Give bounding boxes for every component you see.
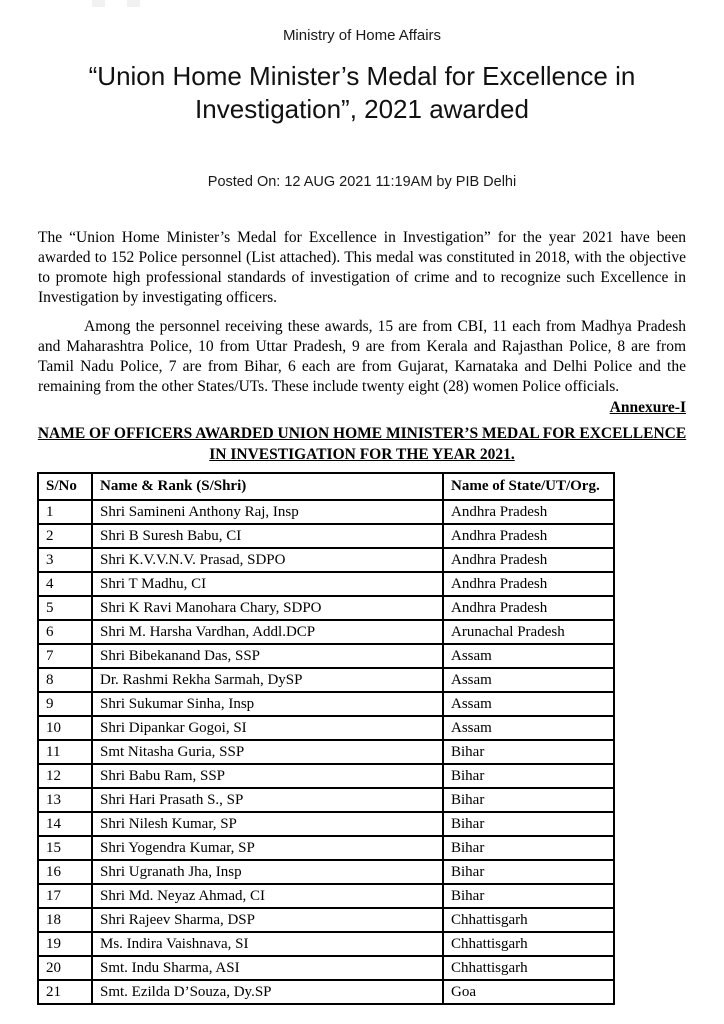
cell-name-rank: Shri Md. Neyaz Ahmad, CI bbox=[92, 884, 443, 908]
posted-on-line: Posted On: 12 AUG 2021 11:19AM by PIB Delhi bbox=[207, 174, 517, 190]
cell-sno: 10 bbox=[38, 716, 92, 740]
cell-name-rank: Shri Nilesh Kumar, SP bbox=[92, 812, 443, 836]
cell-sno: 18 bbox=[38, 908, 92, 932]
cell-state: Arunachal Pradesh bbox=[443, 620, 614, 644]
officers-table bbox=[37, 472, 615, 1005]
cell-sno: 6 bbox=[38, 620, 92, 644]
cell-name-rank: Smt. Ezilda D’Souza, Dy.SP bbox=[92, 980, 443, 1004]
cell-name-rank: Shri M. Harsha Vardhan, Addl.DCP bbox=[92, 620, 443, 644]
table-row bbox=[38, 500, 614, 524]
cell-state: Andhra Pradesh bbox=[443, 524, 614, 548]
table-row bbox=[38, 596, 614, 620]
ministry-label: Ministry of Home Affairs bbox=[282, 27, 442, 44]
cell-name-rank: Shri Ugranath Jha, Insp bbox=[92, 860, 443, 884]
cell-name-rank: Shri Sukumar Sinha, Insp bbox=[92, 692, 443, 716]
cell-sno: 9 bbox=[38, 692, 92, 716]
table-row bbox=[38, 956, 614, 980]
table-row bbox=[38, 524, 614, 548]
cell-state: Bihar bbox=[443, 860, 614, 884]
cell-state: Bihar bbox=[443, 764, 614, 788]
cell-name-rank: Shri Yogendra Kumar, SP bbox=[92, 836, 443, 860]
cell-name-rank: Shri K Ravi Manohara Chary, SDPO bbox=[92, 596, 443, 620]
table-row bbox=[38, 836, 614, 860]
cell-name-rank: Shri K.V.V.N.V. Prasad, SDPO bbox=[92, 548, 443, 572]
table-row bbox=[38, 716, 614, 740]
cell-name-rank: Shri Babu Ram, SSP bbox=[92, 764, 443, 788]
top-edge-artifact bbox=[92, 0, 105, 7]
cell-sno: 4 bbox=[38, 572, 92, 596]
cell-sno: 14 bbox=[38, 812, 92, 836]
cell-sno: 8 bbox=[38, 668, 92, 692]
cell-state: Chhattisgarh bbox=[443, 908, 614, 932]
header-state: Name of State/UT/Org. bbox=[443, 473, 614, 500]
cell-sno: 7 bbox=[38, 644, 92, 668]
cell-state: Andhra Pradesh bbox=[443, 548, 614, 572]
cell-sno: 1 bbox=[38, 500, 92, 524]
cell-state: Assam bbox=[443, 644, 614, 668]
cell-state: Bihar bbox=[443, 836, 614, 860]
cell-state: Andhra Pradesh bbox=[443, 572, 614, 596]
cell-sno: 16 bbox=[38, 860, 92, 884]
cell-state: Bihar bbox=[443, 788, 614, 812]
table-row bbox=[38, 860, 614, 884]
cell-sno: 15 bbox=[38, 836, 92, 860]
table-row bbox=[38, 548, 614, 572]
cell-state: Assam bbox=[443, 668, 614, 692]
cell-sno: 11 bbox=[38, 740, 92, 764]
cell-sno: 19 bbox=[38, 932, 92, 956]
table-row bbox=[38, 764, 614, 788]
cell-state: Chhattisgarh bbox=[443, 956, 614, 980]
cell-name-rank: Shri Dipankar Gogoi, SI bbox=[92, 716, 443, 740]
cell-sno: 12 bbox=[38, 764, 92, 788]
cell-state: Bihar bbox=[443, 812, 614, 836]
cell-sno: 3 bbox=[38, 548, 92, 572]
cell-name-rank: Smt Nitasha Guria, SSP bbox=[92, 740, 443, 764]
annexure-label-text: Annexure-I bbox=[609, 399, 686, 416]
table-row bbox=[38, 932, 614, 956]
cell-state: Bihar bbox=[443, 740, 614, 764]
table-row bbox=[38, 908, 614, 932]
paragraph-breakdown: Among the personnel receiving these awards, 15 are from CBI, 11 each from Madhya Pradesh and Maharashtra Police, 10 from Uttar Pradesh, 9 are from Kerala and Rajasthan Police, 8 are from Tamil Nadu Police, 7 are from Bihar, 6 each are from Gujarat, Karnataka and Delhi Police and the remaining from the other States/UTs. These include twenty eight (28) women Police officials. bbox=[38, 318, 686, 395]
cell-name-rank: Shri T Madhu, CI bbox=[92, 572, 443, 596]
cell-state: Bihar bbox=[443, 884, 614, 908]
cell-name-rank: Shri Rajeev Sharma, DSP bbox=[92, 908, 443, 932]
cell-state: Chhattisgarh bbox=[443, 932, 614, 956]
table-header-row bbox=[38, 473, 614, 500]
cell-name-rank: Ms. Indira Vaishnava, SI bbox=[92, 932, 443, 956]
table-row bbox=[38, 620, 614, 644]
table-row bbox=[38, 740, 614, 764]
cell-state: Andhra Pradesh bbox=[443, 596, 614, 620]
table-row bbox=[38, 788, 614, 812]
cell-state: Assam bbox=[443, 716, 614, 740]
table-row bbox=[38, 812, 614, 836]
cell-sno: 17 bbox=[38, 884, 92, 908]
cell-name-rank: Dr. Rashmi Rekha Sarmah, DySP bbox=[92, 668, 443, 692]
cell-sno: 20 bbox=[38, 956, 92, 980]
cell-name-rank: Shri Bibekanand Das, SSP bbox=[92, 644, 443, 668]
table-heading: NAME OF OFFICERS AWARDED UNION HOME MINISTER’S MEDAL FOR EXCELLENCE IN INVESTIGATION FOR THE YEAR 2021. bbox=[37, 425, 687, 463]
table-row bbox=[38, 572, 614, 596]
cell-sno: 21 bbox=[38, 980, 92, 1004]
annexure-label bbox=[38, 398, 686, 418]
table-row bbox=[38, 692, 614, 716]
table-row bbox=[38, 644, 614, 668]
header-name-rank: Name & Rank (S/Shri) bbox=[92, 473, 443, 500]
table-row bbox=[38, 668, 614, 692]
table-row bbox=[38, 980, 614, 1004]
cell-state: Andhra Pradesh bbox=[443, 500, 614, 524]
cell-name-rank: Shri Samineni Anthony Raj, Insp bbox=[92, 500, 443, 524]
table-row bbox=[38, 884, 614, 908]
cell-sno: 5 bbox=[38, 596, 92, 620]
cell-state: Assam bbox=[443, 692, 614, 716]
page-title: “Union Home Minister’s Medal for Excellence in Investigation”, 2021 awarded bbox=[88, 61, 636, 124]
cell-name-rank: Shri Hari Prasath S., SP bbox=[92, 788, 443, 812]
cell-state: Goa bbox=[443, 980, 614, 1004]
cell-name-rank: Smt. Indu Sharma, ASI bbox=[92, 956, 443, 980]
cell-name-rank: Shri B Suresh Babu, CI bbox=[92, 524, 443, 548]
paragraph-summary: The “Union Home Minister’s Medal for Excellence in Investigation” for the year 2021 have been awarded to 152 Police personnel (List attached). This medal was constituted in 2018, with the objective to promote high professional standards of investigation of crime and to recognize such Excellence in Investigation by investigating officers. bbox=[38, 229, 686, 306]
cell-sno: 2 bbox=[38, 524, 92, 548]
officer-table-body bbox=[38, 500, 614, 1004]
top-edge-artifact bbox=[127, 0, 140, 7]
cell-sno: 13 bbox=[38, 788, 92, 812]
header-sno: S/No bbox=[38, 473, 92, 500]
